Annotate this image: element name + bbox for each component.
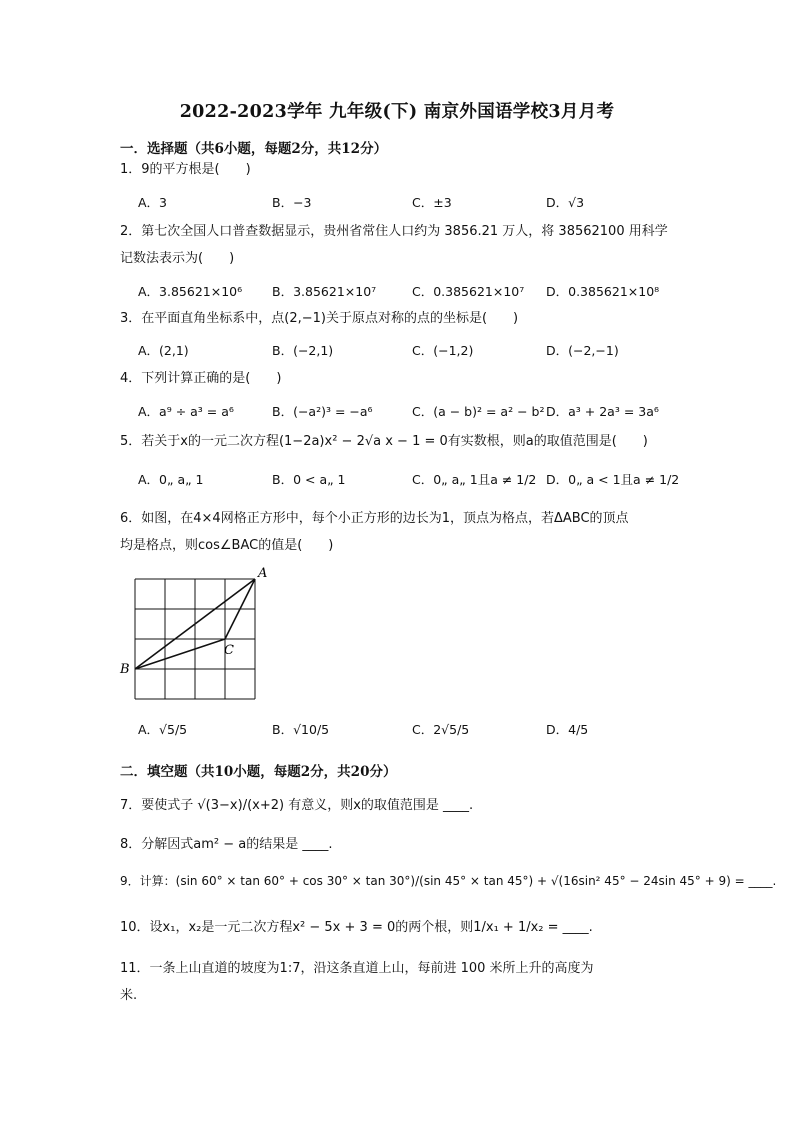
q4-option-d: D．a³ + 2a³ = 3a⁶: [546, 404, 659, 419]
vertex-b-label: B: [120, 662, 130, 677]
q6-option-d: D．4/5: [546, 722, 589, 737]
q3-option-b: B．(−2,1): [272, 343, 334, 358]
q4-option-c: C．(a − b)² = a² − b²: [412, 404, 545, 419]
q6-option-a: A．√5/5: [138, 722, 188, 737]
q6-option-b: B．√10/5: [272, 722, 330, 737]
q5-option-a: A．0„ a„ 1: [138, 472, 204, 487]
question-1: 1．9的平方根是( ): [120, 162, 251, 177]
q4-options: [0, 402, 794, 430]
section-heading-choice: 一．选择题（共6小题，每题2分，共12分）: [120, 141, 388, 157]
question-9: 9．计算：(sin 60° × tan 60° + cos 30° × tan 30°)/(sin 45° × tan 45°) + √(16sin² 45° − 24sin 45° + 9) = ____.: [120, 874, 777, 888]
vertex-a-label: A: [258, 566, 268, 581]
q1-option-d: D．√3: [546, 195, 585, 210]
q5-option-b: B．0 < a„ 1: [272, 472, 346, 487]
q1-option-c: C．±3: [412, 195, 452, 210]
question-11-line2: 米.: [120, 988, 138, 1003]
question-6-line1: 6．如图，在4×4网格正方形中，每个小正方形的边长为1，顶点为格点，若ΔABC的顶点: [120, 511, 629, 526]
q3-option-a: A．(2,1): [138, 343, 189, 358]
q2-option-a: A．3.85621×10⁶: [138, 284, 243, 299]
question-2-line2: 记数法表示为( ): [120, 251, 235, 266]
grid-lines: [135, 579, 255, 699]
q6-options: [0, 720, 794, 748]
q3-options: [0, 341, 794, 369]
q3-option-d: D．(−2,−1): [546, 343, 619, 358]
page-title: 2022-2023学年 九年级(下) 南京外国语学校3月月考: [179, 102, 615, 122]
q1-option-b: B．−3: [272, 195, 312, 210]
q2-options: [0, 282, 794, 310]
section-heading-fill: 二．填空题（共10小题，每题2分，共20分）: [120, 764, 397, 780]
q1-option-a: A．3: [138, 195, 168, 210]
q2-option-d: D．0.385621×10⁸: [546, 284, 660, 299]
q5-option-d: D．0„ a < 1且a ≠ 1/2: [546, 472, 680, 487]
question-11-line1: 11．一条上山直道的坡度为1:7，沿这条直道上山，每前进 100 米所上升的高度为: [120, 961, 594, 976]
q3-option-c: C．(−1,2): [412, 343, 474, 358]
question-2-line1: 2．第七次全国人口普查数据显示，贵州省常住人口约为 3856.21 万人，将 38562100 用科学: [120, 224, 668, 239]
grid-figure: [116, 566, 276, 706]
question-7: 7．要使式子 √(3−x)/(x+2) 有意义，则x的取值范围是 ____.: [120, 798, 474, 813]
q2-option-b: B．3.85621×10⁷: [272, 284, 377, 299]
question-5: 5．若关于x的一元二次方程(1−2a)x² − 2√a x − 1 = 0有实数根，则a的取值范围是( ): [120, 434, 648, 449]
q6-option-c: C．2√5/5: [412, 722, 470, 737]
question-10: 10．设x₁，x₂是一元二次方程x² − 5x + 3 = 0的两个根，则1/x₁ + 1/x₂ = ____.: [120, 920, 593, 935]
q4-option-b: B．(−a²)³ = −a⁶: [272, 404, 373, 419]
question-3: 3．在平面直角坐标系中，点(2,−1)关于原点对称的点的坐标是( ): [120, 311, 519, 326]
q4-option-a: A．a⁹ ÷ a³ = a⁶: [138, 404, 234, 419]
question-8: 8．分解因式am² − a的结果是 ____.: [120, 837, 333, 852]
question-6-line2: 均是格点，则cos∠BAC的值是( ): [120, 538, 334, 553]
q1-options: [0, 193, 794, 221]
question-4: 4．下列计算正确的是( ): [120, 371, 282, 386]
vertex-c-label: C: [224, 643, 234, 658]
q5-options: [0, 470, 794, 498]
q5-option-c: C．0„ a„ 1且a ≠ 1/2: [412, 472, 537, 487]
q2-option-c: C．0.385621×10⁷: [412, 284, 525, 299]
